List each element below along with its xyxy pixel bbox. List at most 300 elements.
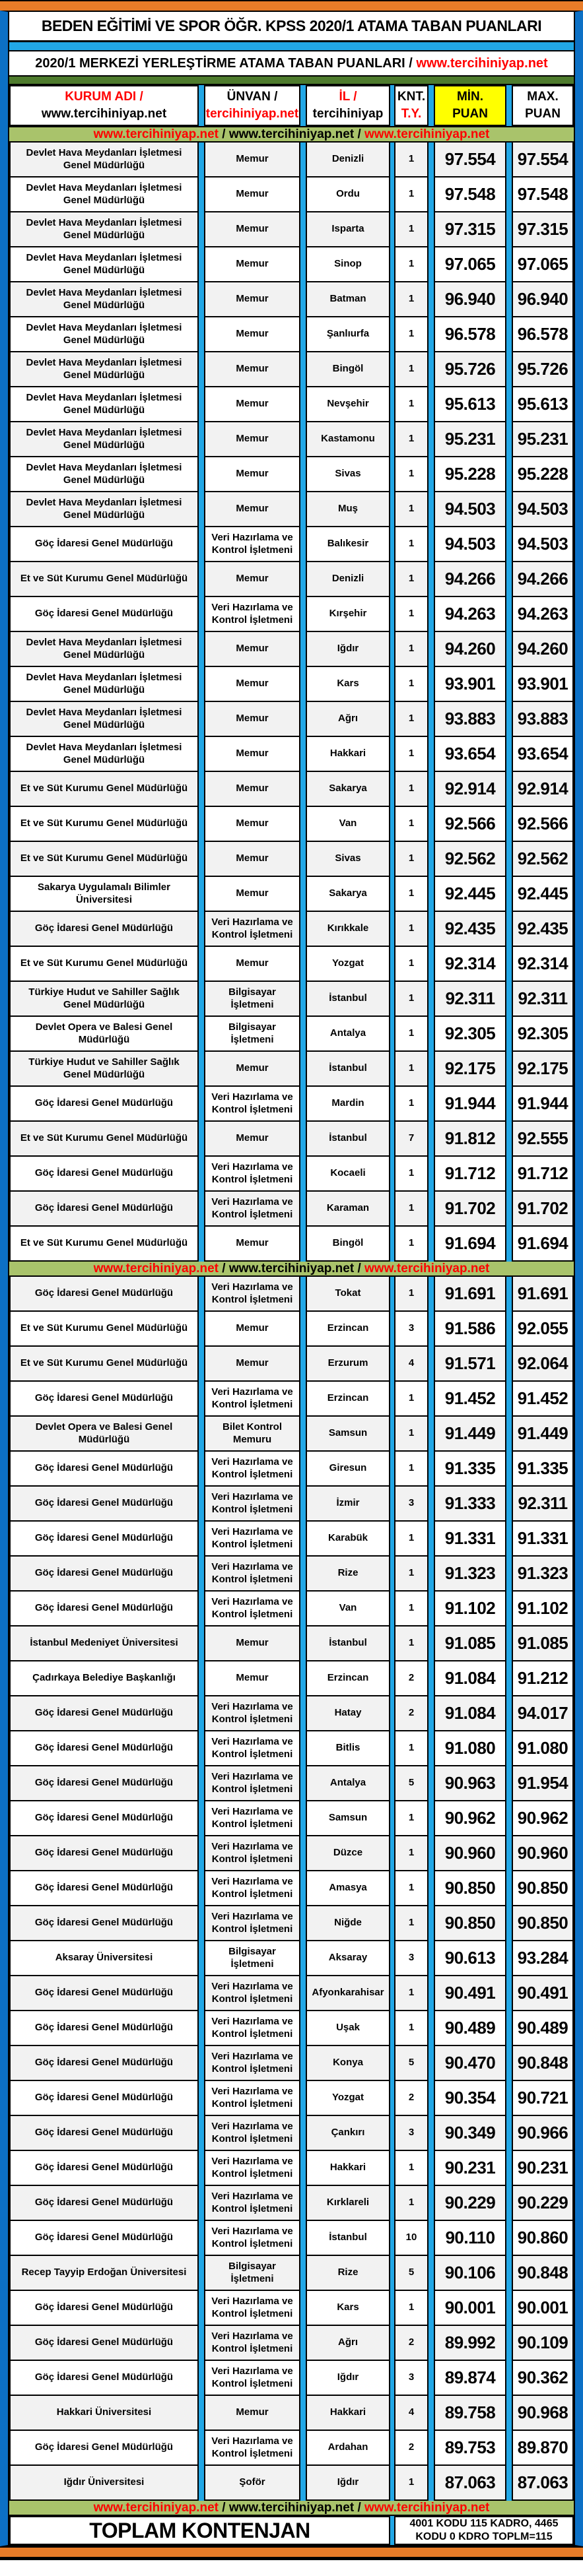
cell-max-puan: 90.001 — [512, 2291, 574, 2326]
column-header-line1: ÜNVAN / — [226, 90, 278, 104]
table-row — [9, 597, 574, 632]
cell-min-puan: 91.080 — [434, 1731, 506, 1766]
cell-il: Isparta — [306, 212, 390, 247]
url-band-text: / — [218, 127, 229, 141]
table-row — [9, 1836, 574, 1871]
url-band-bottom — [9, 2501, 574, 2516]
cell-kurum: Et ve Süt Kurumu Genel Müdürlüğü — [9, 1312, 199, 1347]
cell-min-puan: 90.850 — [434, 1871, 506, 1906]
cell-kurum: Göç İdaresi Genel Müdürlüğü — [9, 1731, 199, 1766]
cell-il: Batman — [306, 282, 390, 317]
url-band-text: / — [218, 1261, 229, 1275]
cell-max-puan: 94.260 — [512, 632, 574, 667]
cell-kurum: Göç İdaresi Genel Müdürlüğü — [9, 1801, 199, 1836]
cell-il: Ardahan — [306, 2431, 390, 2466]
cell-knt: 3 — [394, 2361, 429, 2396]
cell-knt: 1 — [394, 247, 429, 282]
cell-knt: 1 — [394, 457, 429, 492]
cell-kurum: Göç İdaresi Genel Müdürlüğü — [9, 1487, 199, 1522]
table-row — [9, 912, 574, 947]
cell-unvan: Memur — [204, 1312, 300, 1347]
cell-max-puan: 90.850 — [512, 1871, 574, 1906]
url-band-text: www.tercihiniyap.net — [364, 1261, 490, 1275]
cell-il: Denizli — [306, 562, 390, 597]
cell-min-puan: 87.063 — [434, 2466, 506, 2501]
cell-il: Muş — [306, 492, 390, 527]
cell-il: Samsun — [306, 1417, 390, 1452]
cell-unvan: Bilgisayar İşletmeni — [204, 982, 300, 1017]
cell-il: Yozgat — [306, 947, 390, 982]
cell-il: Aksaray — [306, 1941, 390, 1976]
cell-kurum: Göç İdaresi Genel Müdürlüğü — [9, 2431, 199, 2466]
cell-unvan: Memur — [204, 492, 300, 527]
cell-knt: 1 — [394, 912, 429, 947]
cell-unvan: Veri Hazırlama ve Kontrol İşletmeni — [204, 1522, 300, 1557]
cell-min-puan: 90.489 — [434, 2011, 506, 2046]
cell-max-puan: 92.914 — [512, 772, 574, 807]
cell-knt: 1 — [394, 1522, 429, 1557]
cell-kurum: Göç İdaresi Genel Müdürlüğü — [9, 2046, 199, 2081]
cell-max-puan: 91.944 — [512, 1087, 574, 1122]
table-row — [9, 1417, 574, 1452]
cell-min-puan: 91.694 — [434, 1227, 506, 1262]
cell-min-puan: 90.106 — [434, 2256, 506, 2291]
cell-unvan: Veri Hazırlama ve Kontrol İşletmeni — [204, 1277, 300, 1312]
cell-kurum: Göç İdaresi Genel Müdürlüğü — [9, 2011, 199, 2046]
cell-unvan: Memur — [204, 457, 300, 492]
cell-max-puan: 91.691 — [512, 1277, 574, 1312]
table-row — [9, 2151, 574, 2186]
cell-knt: 1 — [394, 947, 429, 982]
cell-kurum: Et ve Süt Kurumu Genel Müdürlüğü — [9, 947, 199, 982]
cell-knt: 1 — [394, 282, 429, 317]
cell-min-puan: 91.085 — [434, 1626, 506, 1661]
cell-il: Erzincan — [306, 1312, 390, 1347]
cell-kurum: Göç İdaresi Genel Müdürlüğü — [9, 1871, 199, 1906]
table-row — [9, 457, 574, 492]
url-band-text: www.tercihiniyap.net — [228, 1261, 355, 1275]
cell-unvan: Memur — [204, 177, 300, 212]
cell-unvan: Veri Hazırlama ve Kontrol İşletmeni — [204, 2081, 300, 2116]
cell-unvan: Veri Hazırlama ve Kontrol İşletmeni — [204, 1382, 300, 1417]
cell-unvan: Memur — [204, 212, 300, 247]
table-row — [9, 1087, 574, 1122]
cell-kurum: Et ve Süt Kurumu Genel Müdürlüğü — [9, 772, 199, 807]
cell-unvan: Memur — [204, 247, 300, 282]
cell-min-puan: 90.354 — [434, 2081, 506, 2116]
cell-max-puan: 92.305 — [512, 1017, 574, 1052]
cell-max-puan: 94.503 — [512, 527, 574, 562]
table-row — [9, 2081, 574, 2116]
table-row — [9, 1731, 574, 1766]
cell-il: Kars — [306, 667, 390, 702]
cell-unvan: Memur — [204, 667, 300, 702]
table-row — [9, 387, 574, 422]
cell-kurum: Göç İdaresi Genel Müdürlüğü — [9, 1696, 199, 1731]
cell-max-puan: 91.212 — [512, 1661, 574, 1696]
table-row — [9, 2116, 574, 2151]
cell-min-puan: 93.883 — [434, 702, 506, 737]
cell-il: Erzincan — [306, 1661, 390, 1696]
cell-unvan: Veri Hazırlama ve Kontrol İşletmeni — [204, 2011, 300, 2046]
cell-knt: 2 — [394, 1661, 429, 1696]
cell-max-puan: 95.231 — [512, 422, 574, 457]
quota-summary-line2: KODU 0 KDRO TOPLM=115 — [415, 2531, 553, 2542]
cell-il: Ağrı — [306, 2326, 390, 2361]
cell-unvan: Veri Hazırlama ve Kontrol İşletmeni — [204, 912, 300, 947]
cell-knt: 1 — [394, 1836, 429, 1871]
url-band-text: www.tercihiniyap.net — [93, 2500, 219, 2515]
cell-unvan: Veri Hazırlama ve Kontrol İşletmeni — [204, 2326, 300, 2361]
table-row — [9, 1557, 574, 1592]
table-row — [9, 1052, 574, 1087]
cell-unvan: Veri Hazırlama ve Kontrol İşletmeni — [204, 2221, 300, 2256]
cell-unvan: Memur — [204, 2396, 300, 2431]
page-title: BEDEN EĞİTİMİ VE SPOR ÖĞR. KPSS 2020/1 ATAMA TABAN PUANLARI — [9, 12, 574, 42]
cell-kurum: İstanbul Medeniyet Üniversitesi — [9, 1626, 199, 1661]
cell-min-puan: 96.578 — [434, 317, 506, 352]
cell-max-puan: 92.562 — [512, 842, 574, 877]
cell-max-puan: 94.017 — [512, 1696, 574, 1731]
cell-il: Amasya — [306, 1871, 390, 1906]
cell-max-puan: 91.702 — [512, 1192, 574, 1227]
cell-min-puan: 90.613 — [434, 1941, 506, 1976]
table-row — [9, 1122, 574, 1157]
table-row — [9, 1592, 574, 1626]
cell-knt: 1 — [394, 807, 429, 842]
cell-unvan: Veri Hazırlama ve Kontrol İşletmeni — [204, 2151, 300, 2186]
cell-kurum: Et ve Süt Kurumu Genel Müdürlüğü — [9, 807, 199, 842]
table-row — [9, 1192, 574, 1227]
cell-knt: 3 — [394, 2116, 429, 2151]
cell-kurum: Göç İdaresi Genel Müdürlüğü — [9, 912, 199, 947]
cell-max-puan: 90.860 — [512, 2221, 574, 2256]
table-row — [9, 2186, 574, 2221]
cell-il: Van — [306, 807, 390, 842]
cell-max-puan: 96.578 — [512, 317, 574, 352]
table-row — [9, 1906, 574, 1941]
table-row — [9, 2396, 574, 2431]
table-row — [9, 1382, 574, 1417]
column-header-min — [434, 85, 506, 126]
cell-max-puan: 95.613 — [512, 387, 574, 422]
subtitle-text: 2020/1 MERKEZİ YERLEŞTİRME ATAMA TABAN PUANLARI — [35, 55, 409, 71]
cell-il: Kocaeli — [306, 1157, 390, 1192]
cell-min-puan: 97.548 — [434, 177, 506, 212]
cell-max-puan: 91.452 — [512, 1382, 574, 1417]
cell-kurum: Devlet Hava Meydanları İşletmesi Genel Müdürlüğü — [9, 422, 199, 457]
cell-min-puan: 92.305 — [434, 1017, 506, 1052]
url-band — [9, 1262, 574, 1277]
cell-min-puan: 91.812 — [434, 1122, 506, 1157]
column-header-max — [512, 85, 574, 126]
cell-unvan: Memur — [204, 947, 300, 982]
cell-kurum: Göç İdaresi Genel Müdürlüğü — [9, 1087, 199, 1122]
cell-min-puan: 91.333 — [434, 1487, 506, 1522]
cell-il: Yozgat — [306, 2081, 390, 2116]
cell-unvan: Veri Hazırlama ve Kontrol İşletmeni — [204, 1192, 300, 1227]
table-frame — [0, 11, 583, 2546]
cell-il: Hakkari — [306, 2151, 390, 2186]
cell-kurum: Devlet Hava Meydanları İşletmesi Genel Müdürlüğü — [9, 352, 199, 387]
column-header-line1: MİN. — [456, 90, 484, 104]
cell-il: Ağrı — [306, 702, 390, 737]
cell-min-puan: 89.753 — [434, 2431, 506, 2466]
cell-kurum: Göç İdaresi Genel Müdürlüğü — [9, 2151, 199, 2186]
table-row — [9, 2466, 574, 2501]
cell-il: Afyonkarahisar — [306, 1976, 390, 2011]
cell-max-puan: 91.102 — [512, 1592, 574, 1626]
column-header-il — [306, 85, 390, 126]
cell-kurum: Devlet Hava Meydanları İşletmesi Genel Müdürlüğü — [9, 737, 199, 772]
cell-max-puan: 92.555 — [512, 1122, 574, 1157]
column-header-unvan — [204, 85, 300, 126]
cell-knt: 3 — [394, 1941, 429, 1976]
cell-min-puan: 90.962 — [434, 1801, 506, 1836]
cell-unvan: Veri Hazırlama ve Kontrol İşletmeni — [204, 527, 300, 562]
cell-il: Kars — [306, 2291, 390, 2326]
cell-min-puan: 90.001 — [434, 2291, 506, 2326]
cell-min-puan: 90.470 — [434, 2046, 506, 2081]
cell-knt: 1 — [394, 212, 429, 247]
cell-knt: 1 — [394, 1192, 429, 1227]
cell-kurum: Devlet Hava Meydanları İşletmesi Genel Müdürlüğü — [9, 492, 199, 527]
cell-max-puan: 90.968 — [512, 2396, 574, 2431]
cell-kurum: Göç İdaresi Genel Müdürlüğü — [9, 1976, 199, 2011]
table-row — [9, 282, 574, 317]
cell-knt: 1 — [394, 1557, 429, 1592]
cell-kurum: Devlet Opera ve Balesi Genel Müdürlüğü — [9, 1417, 199, 1452]
cell-kurum: Iğdır Üniversitesi — [9, 2466, 199, 2501]
cell-il: Karaman — [306, 1192, 390, 1227]
cell-max-puan: 90.960 — [512, 1836, 574, 1871]
cyan-divider-bar — [9, 42, 574, 51]
cell-knt: 1 — [394, 1382, 429, 1417]
cell-kurum: Devlet Hava Meydanları İşletmesi Genel Müdürlüğü — [9, 632, 199, 667]
column-header-line2: PUAN — [525, 107, 561, 121]
cell-kurum: Devlet Hava Meydanları İşletmesi Genel Müdürlüğü — [9, 667, 199, 702]
cell-knt: 7 — [394, 1122, 429, 1157]
table-row — [9, 2291, 574, 2326]
cell-il: Mardin — [306, 1087, 390, 1122]
cell-knt: 1 — [394, 1017, 429, 1052]
cell-knt: 1 — [394, 2291, 429, 2326]
cell-min-puan: 92.566 — [434, 807, 506, 842]
subtitle-link: www.tercihiniyap.net — [416, 55, 548, 71]
cell-il: Uşak — [306, 2011, 390, 2046]
cell-unvan: Memur — [204, 737, 300, 772]
table-row — [9, 632, 574, 667]
cell-min-puan: 90.229 — [434, 2186, 506, 2221]
cell-knt: 10 — [394, 2221, 429, 2256]
cell-knt: 1 — [394, 1417, 429, 1452]
cell-il: Karabük — [306, 1522, 390, 1557]
cell-kurum: Et ve Süt Kurumu Genel Müdürlüğü — [9, 1122, 199, 1157]
cell-kurum: Göç İdaresi Genel Müdürlüğü — [9, 1592, 199, 1626]
url-band-text: www.tercihiniyap.net — [93, 1261, 219, 1275]
cell-min-puan: 95.613 — [434, 387, 506, 422]
cell-max-puan: 92.314 — [512, 947, 574, 982]
cell-kurum: Göç İdaresi Genel Müdürlüğü — [9, 1277, 199, 1312]
cell-kurum: Devlet Hava Meydanları İşletmesi Genel Müdürlüğü — [9, 212, 199, 247]
quota-summary-line1: 4001 KODU 115 KADRO, 4465 — [409, 2518, 559, 2529]
cell-knt: 4 — [394, 1347, 429, 1382]
cell-il: Rize — [306, 2256, 390, 2291]
cell-knt: 1 — [394, 422, 429, 457]
cell-kurum: Aksaray Üniversitesi — [9, 1941, 199, 1976]
cell-kurum: Devlet Hava Meydanları İşletmesi Genel Müdürlüğü — [9, 457, 199, 492]
table-row — [9, 352, 574, 387]
cell-unvan: Memur — [204, 842, 300, 877]
table-row — [9, 1801, 574, 1836]
cell-knt: 1 — [394, 842, 429, 877]
cell-unvan: Veri Hazırlama ve Kontrol İşletmeni — [204, 1731, 300, 1766]
table-row — [9, 1941, 574, 1976]
cell-max-puan: 90.848 — [512, 2046, 574, 2081]
table-row — [9, 1227, 574, 1262]
cell-max-puan: 92.175 — [512, 1052, 574, 1087]
cell-unvan: Veri Hazırlama ve Kontrol İşletmeni — [204, 2361, 300, 2396]
cell-min-puan: 91.331 — [434, 1522, 506, 1557]
cell-unvan: Memur — [204, 1626, 300, 1661]
cell-knt: 1 — [394, 177, 429, 212]
table-row — [9, 143, 574, 177]
cell-max-puan: 93.883 — [512, 702, 574, 737]
cell-kurum: Göç İdaresi Genel Müdürlüğü — [9, 2326, 199, 2361]
table-row — [9, 527, 574, 562]
cell-min-puan: 90.850 — [434, 1906, 506, 1941]
table-row — [9, 1661, 574, 1696]
cell-kurum: Et ve Süt Kurumu Genel Müdürlüğü — [9, 562, 199, 597]
cell-unvan: Memur — [204, 702, 300, 737]
cell-knt: 1 — [394, 877, 429, 912]
quota-summary — [394, 2516, 574, 2545]
cell-kurum: Göç İdaresi Genel Müdürlüğü — [9, 2081, 199, 2116]
cell-max-puan: 90.229 — [512, 2186, 574, 2221]
cell-kurum: Devlet Hava Meydanları İşletmesi Genel Müdürlüğü — [9, 177, 199, 212]
cell-max-puan: 95.726 — [512, 352, 574, 387]
cell-max-puan: 91.954 — [512, 1766, 574, 1801]
table-row — [9, 492, 574, 527]
cell-max-puan: 91.331 — [512, 1522, 574, 1557]
cell-max-puan: 90.231 — [512, 2151, 574, 2186]
cell-knt: 1 — [394, 597, 429, 632]
cell-max-puan: 97.548 — [512, 177, 574, 212]
cell-max-puan: 93.654 — [512, 737, 574, 772]
cell-knt: 2 — [394, 1696, 429, 1731]
cell-knt: 1 — [394, 2466, 429, 2501]
table-row — [9, 317, 574, 352]
cell-unvan: Veri Hazırlama ve Kontrol İşletmeni — [204, 1871, 300, 1906]
cell-kurum: Et ve Süt Kurumu Genel Müdürlüğü — [9, 842, 199, 877]
cell-max-puan: 92.311 — [512, 982, 574, 1017]
cell-max-puan: 91.694 — [512, 1227, 574, 1262]
cell-min-puan: 97.315 — [434, 212, 506, 247]
table-row — [9, 877, 574, 912]
table-row — [9, 807, 574, 842]
cell-kurum: Göç İdaresi Genel Müdürlüğü — [9, 1766, 199, 1801]
cell-knt: 2 — [394, 2431, 429, 2466]
cell-min-puan: 89.758 — [434, 2396, 506, 2431]
cell-unvan: Memur — [204, 143, 300, 177]
cell-kurum: Devlet Hava Meydanları İşletmesi Genel Müdürlüğü — [9, 143, 199, 177]
cell-knt: 1 — [394, 1871, 429, 1906]
cell-min-puan: 91.335 — [434, 1452, 506, 1487]
cell-max-puan: 95.228 — [512, 457, 574, 492]
cell-knt: 2 — [394, 2326, 429, 2361]
cell-min-puan: 91.586 — [434, 1312, 506, 1347]
cell-min-puan: 90.491 — [434, 1976, 506, 2011]
cell-kurum: Recep Tayyip Erdoğan Üniversitesi — [9, 2256, 199, 2291]
cell-unvan: Veri Hazırlama ve Kontrol İşletmeni — [204, 1452, 300, 1487]
url-band-text: / — [354, 2500, 365, 2515]
column-header-line2: PUAN — [452, 107, 488, 121]
cell-unvan: Bilet Kontrol Memuru — [204, 1417, 300, 1452]
cell-il: Bingöl — [306, 1227, 390, 1262]
cell-max-puan: 96.940 — [512, 282, 574, 317]
cell-knt: 1 — [394, 1626, 429, 1661]
url-band-text: / — [218, 2500, 229, 2515]
cell-unvan: Memur — [204, 772, 300, 807]
cell-kurum: Göç İdaresi Genel Müdürlüğü — [9, 1452, 199, 1487]
cell-il: Sakarya — [306, 772, 390, 807]
cell-knt: 5 — [394, 2046, 429, 2081]
cell-il: Antalya — [306, 1766, 390, 1801]
cell-il: Sinop — [306, 247, 390, 282]
table-row — [9, 1976, 574, 2011]
cell-knt: 2 — [394, 2081, 429, 2116]
table-row — [9, 1347, 574, 1382]
table-row — [9, 2361, 574, 2396]
cell-unvan: Veri Hazırlama ve Kontrol İşletmeni — [204, 2291, 300, 2326]
cell-max-puan: 92.064 — [512, 1347, 574, 1382]
cell-knt: 1 — [394, 737, 429, 772]
table-row — [9, 177, 574, 212]
cell-min-puan: 90.349 — [434, 2116, 506, 2151]
table-row — [9, 2326, 574, 2361]
cell-max-puan: 94.266 — [512, 562, 574, 597]
cell-min-puan: 95.228 — [434, 457, 506, 492]
cell-il: Iğdır — [306, 2361, 390, 2396]
cell-kurum: Göç İdaresi Genel Müdürlüğü — [9, 2291, 199, 2326]
table-body — [9, 143, 574, 2501]
cell-max-puan: 91.712 — [512, 1157, 574, 1192]
cell-min-puan: 93.901 — [434, 667, 506, 702]
cell-max-puan: 90.489 — [512, 2011, 574, 2046]
cell-il: Sivas — [306, 842, 390, 877]
table-row — [9, 772, 574, 807]
cell-min-puan: 91.452 — [434, 1382, 506, 1417]
cell-max-puan: 92.445 — [512, 877, 574, 912]
cell-unvan: Veri Hazırlama ve Kontrol İşletmeni — [204, 1976, 300, 2011]
cell-il: Hakkari — [306, 737, 390, 772]
cell-kurum: Et ve Süt Kurumu Genel Müdürlüğü — [9, 1347, 199, 1382]
cell-unvan: Şoför — [204, 2466, 300, 2501]
cell-min-puan: 94.260 — [434, 632, 506, 667]
cell-il: İstanbul — [306, 1626, 390, 1661]
cell-max-puan: 97.554 — [512, 143, 574, 177]
cell-kurum: Göç İdaresi Genel Müdürlüğü — [9, 2186, 199, 2221]
column-header-line1: KURUM ADI / — [65, 90, 143, 104]
cell-max-puan: 92.055 — [512, 1312, 574, 1347]
table-row — [9, 702, 574, 737]
column-header-line1: İL / — [339, 90, 357, 104]
cell-kurum: Göç İdaresi Genel Müdürlüğü — [9, 1906, 199, 1941]
table-row — [9, 842, 574, 877]
cell-unvan: Memur — [204, 387, 300, 422]
cell-kurum: Sakarya Uygulamalı Bilimler Üniversitesi — [9, 877, 199, 912]
cell-max-puan: 87.063 — [512, 2466, 574, 2501]
